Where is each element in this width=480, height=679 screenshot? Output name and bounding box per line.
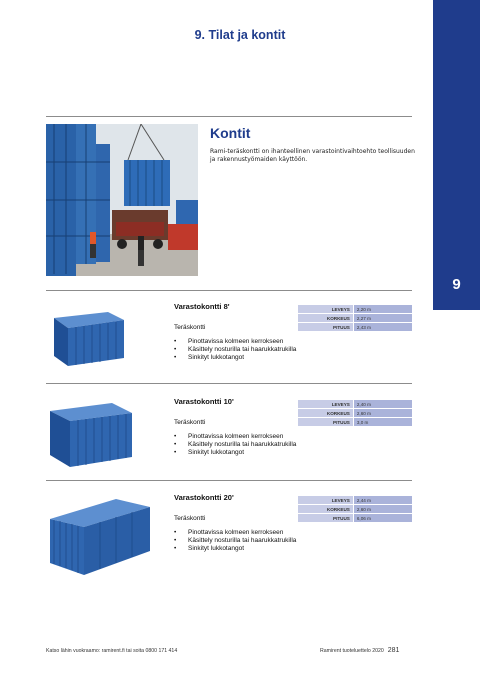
intro-text: Rami-teräskontti on ihanteellinen varastointivaihtoehto teollisuuden ja rakennustyömaiden käyttöön. [210, 148, 415, 163]
product-subtitle: Teräskontti [174, 324, 206, 331]
spec-row-length: PITUUS 6,06 m [298, 514, 412, 522]
divider [46, 290, 412, 291]
chapter-title: 9. Tilat ja kontit [194, 28, 286, 42]
divider [46, 383, 412, 384]
catalog-name: Ramirent tuoteluettelo 2020 [320, 648, 384, 654]
chapter-tab-number: 9 [452, 276, 461, 293]
container-10ft-image [46, 393, 166, 483]
feature-list [174, 338, 296, 362]
product-subtitle: Teräskontti [174, 419, 206, 426]
spec-table [298, 399, 412, 427]
product-name: Varastokontti 8' [174, 302, 230, 311]
hero-photo [46, 124, 198, 276]
spec-table [298, 495, 412, 523]
product-card [46, 298, 412, 393]
divider [46, 480, 412, 481]
feature-item: • Käsittely nosturilla tai haarukkatrukilla [174, 441, 297, 448]
spec-row-width: LEVEYS 2,40 m [298, 400, 412, 408]
divider [46, 116, 412, 117]
product-card [46, 393, 412, 488]
footer-contact: Katso lähin vuokraamo: ramirent.fi tai soita 0800 171 414 [46, 648, 178, 654]
feature-item: • Pinottavissa kolmeen kerrokseen [174, 338, 284, 345]
feature-item: • Sinkityt lukkotangot [174, 449, 245, 456]
feature-list [174, 433, 296, 457]
intro-title: Kontit [210, 125, 251, 141]
chapter-tab [433, 0, 480, 310]
feature-item: • Pinottavissa kolmeen kerrokseen [174, 433, 284, 440]
spec-row-width: LEVEYS 2,44 m [298, 496, 412, 504]
feature-item: • Pinottavissa kolmeen kerrokseen [174, 529, 284, 536]
spec-row-length: PITUUS 3,0 m [298, 418, 412, 426]
spec-row-height: KORKEUS 2,60 m [298, 505, 412, 513]
page-number: 281 [387, 647, 400, 654]
spec-row-length: PITUUS 2,43 m [298, 323, 412, 331]
feature-item: • Käsittely nosturilla tai haarukkatrukilla [174, 537, 297, 544]
spec-row-height: KORKEUS 2,60 m [298, 409, 412, 417]
product-subtitle: Teräskontti [174, 515, 206, 522]
spec-table [298, 304, 412, 332]
feature-item: • Käsittely nosturilla tai haarukkatrukilla [174, 346, 297, 353]
feature-list [174, 529, 296, 553]
spec-row-width: LEVEYS 2,20 m [298, 305, 412, 313]
container-8ft-image [46, 298, 166, 388]
footer-catalog [320, 647, 399, 654]
spec-row-height: KORKEUS 2,27 m [298, 314, 412, 322]
feature-item: • Sinkityt lukkotangot [174, 354, 245, 361]
product-name: Varastokontti 20' [174, 493, 234, 502]
product-name: Varastokontti 10' [174, 397, 234, 406]
feature-item: • Sinkityt lukkotangot [174, 545, 245, 552]
container-20ft-image [46, 489, 166, 579]
product-card [46, 489, 412, 584]
